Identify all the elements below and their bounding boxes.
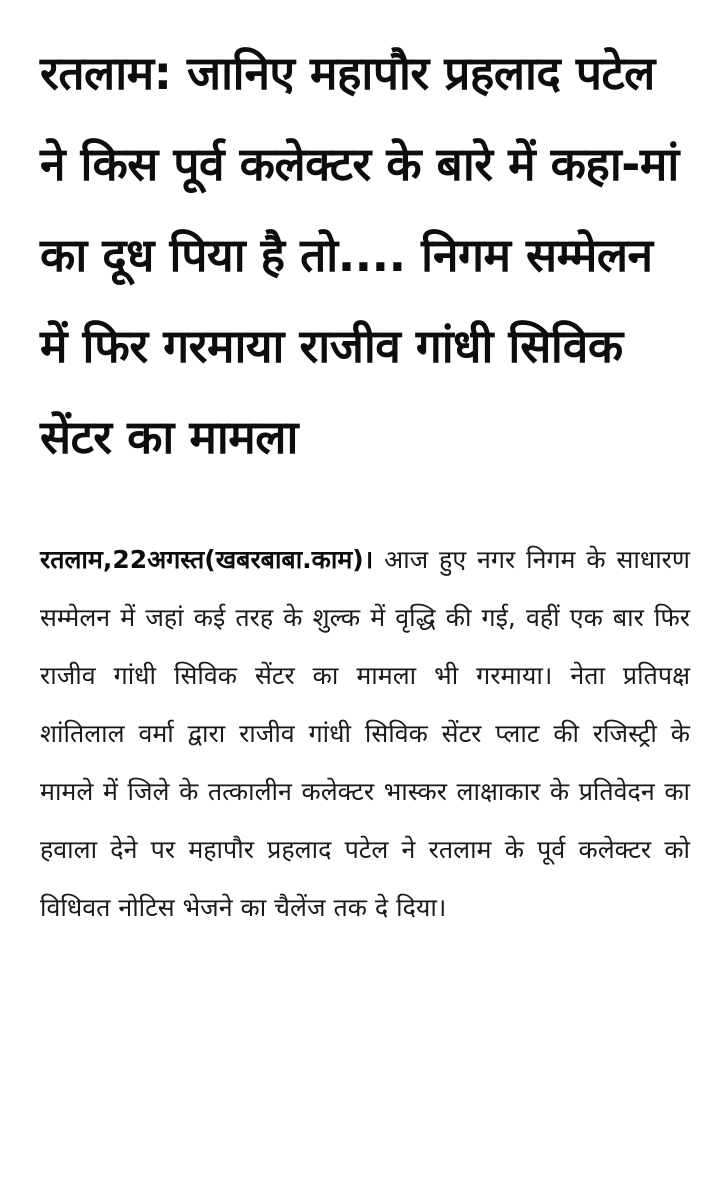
article-headline: रतलाम: जानिए महापौर प्रहलाद पटेल ने किस पूर्व कलेक्टर के बारे में कहा-मां का दूध पिया है तो.... निगम सम्मेलन में फिर गरमाया राजीव गांधी सिविक सेंटर का मामला: [40, 46, 679, 464]
article-body: [40, 531, 690, 937]
article-body-text: आज हुए नगर निगम के साधारण सम्मेलन में जहां कई तरह के शुल्क में वृद्धि की गई, वहीं एक बार फिर राजीव गांधी सिविक सेंटर का मामला भी गरमाया। नेता प्रतिपक्ष शांतिलाल वर्मा द्वारा राजीव गांधी सिविक सेंटर प्लाट की रजिस्ट्री के मामले में जिले के तत्कालीन कलेक्टर भास्कर लाक्षाकार के प्रतिवेदन का हवाला देने पर महापौर प्रहलाद पटेल ने रतलाम के पूर्व कलेक्टर को विधिवत नोटिस भेजने का चैलेंज तक दे दिया।: [40, 545, 690, 922]
article-dateline: रतलाम,22अगस्त(खबरबाबा.काम)।: [40, 545, 374, 574]
news-article: [40, 28, 690, 937]
